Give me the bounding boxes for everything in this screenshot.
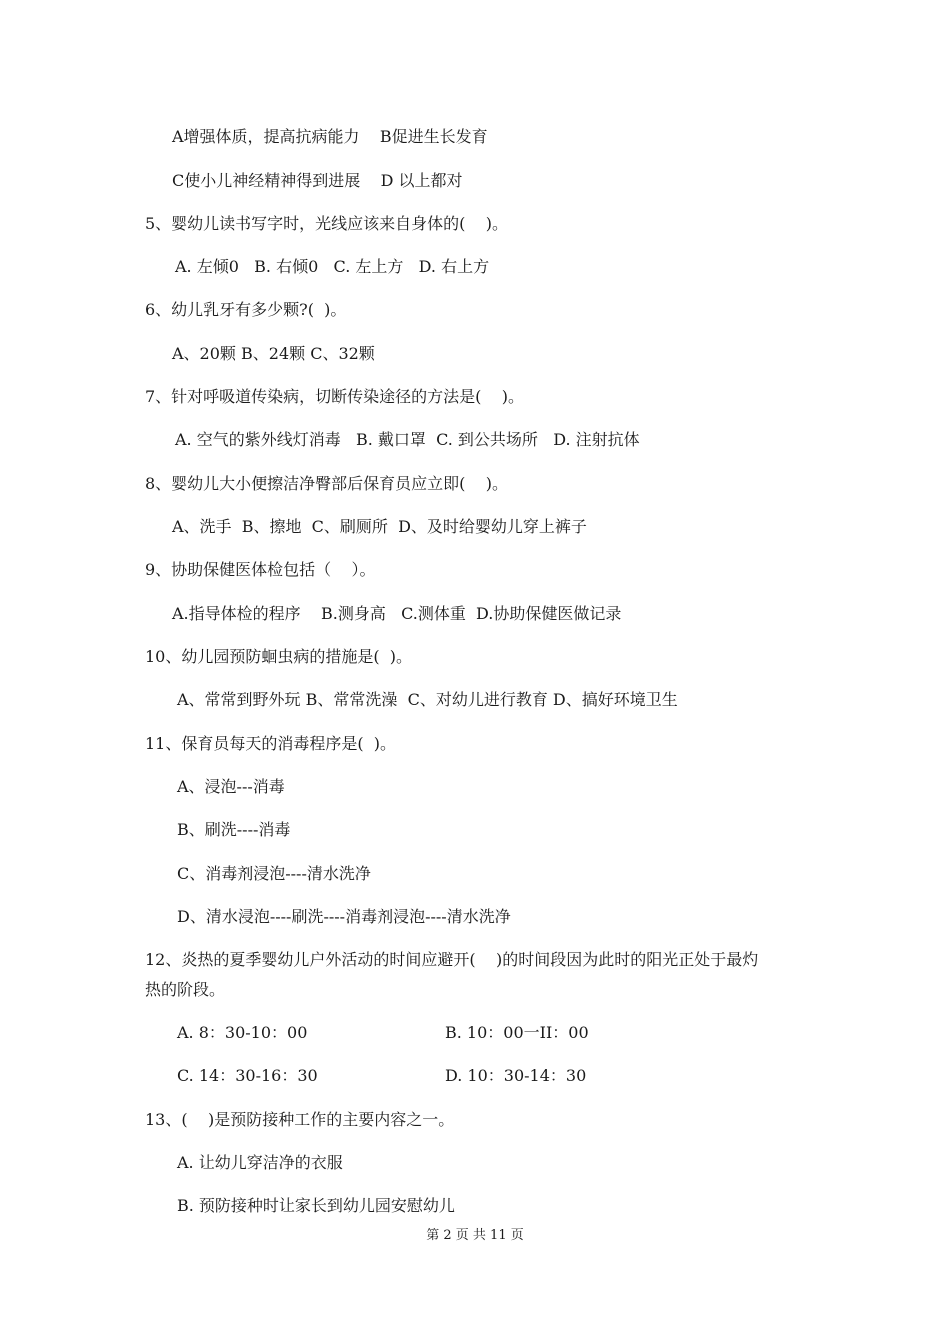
question-10-options: A、常常到野外玩 B、常常洗澡 C、对幼儿进行教育 D、搞好环境卫生 <box>177 690 678 709</box>
question-11-option-b: B、刷洗----消毒 <box>177 820 291 839</box>
option-line: C使小儿神经精神得到进展 D 以上都对 <box>172 171 463 190</box>
question-5: 5、婴幼儿读书写字时，光线应该来自身体的( )。 <box>145 214 509 233</box>
question-6-options: A、20颗 B、24颗 C、32颗 <box>172 344 375 363</box>
question-7: 7、针对呼吸道传染病，切断传染途径的方法是( )。 <box>145 387 525 406</box>
option-line: A增强体质，提高抗病能力 B促进生长发育 <box>172 127 488 146</box>
question-13: 13、( )是预防接种工作的主要内容之一。 <box>145 1110 455 1129</box>
question-12-continued: 热的阶段。 <box>145 980 226 999</box>
question-7-options: A. 空气的紫外线灯消毒 B. 戴口罩 C. 到公共场所 D. 注射抗体 <box>175 430 640 449</box>
question-12: 12、炎热的夏季婴幼儿户外活动的时间应避开( )的时间段因为此时的阳光正处于最灼 <box>145 950 759 969</box>
question-9: 9、协助保健医体检包括（ ）。 <box>145 560 376 579</box>
question-13-option-b: B. 预防接种时让家长到幼儿园安慰幼儿 <box>177 1196 455 1215</box>
question-11-option-d: D、清水浸泡----刷洗----消毒剂浸泡----清水洗净 <box>177 907 511 926</box>
question-12-option-d: D. 10：30-14：30 <box>445 1066 587 1085</box>
question-11-option-a: A、浸泡---消毒 <box>177 777 285 796</box>
question-11-option-c: C、消毒剂浸泡----清水洗净 <box>177 864 371 883</box>
question-9-options: A.指导体检的程序 B.测身高 C.测体重 D.协助保健医做记录 <box>172 604 622 623</box>
question-5-options: A. 左倾0 B. 右倾0 C. 左上方 D. 右上方 <box>175 257 490 276</box>
question-10: 10、幼儿园预防蛔虫病的措施是( )。 <box>145 647 413 666</box>
question-12-option-c: C. 14：30-16：30 <box>177 1066 318 1085</box>
question-12-option-b: B. 10：00一II：00 <box>445 1023 589 1042</box>
question-12-option-a: A. 8：30-10：00 <box>177 1023 308 1042</box>
page-footer: 第 2 页 共 11 页 <box>426 1228 524 1243</box>
question-8-options: A、洗手 B、擦地 C、刷厕所 D、及时给婴幼儿穿上裤子 <box>172 517 587 536</box>
question-8: 8、婴幼儿大小便擦洁净臀部后保育员应立即( )。 <box>145 474 509 493</box>
question-11: 11、保育员每天的消毒程序是( )。 <box>145 734 397 753</box>
question-13-option-a: A. 让幼儿穿洁净的衣服 <box>177 1153 343 1172</box>
question-6: 6、幼儿乳牙有多少颗?( )。 <box>145 300 347 319</box>
